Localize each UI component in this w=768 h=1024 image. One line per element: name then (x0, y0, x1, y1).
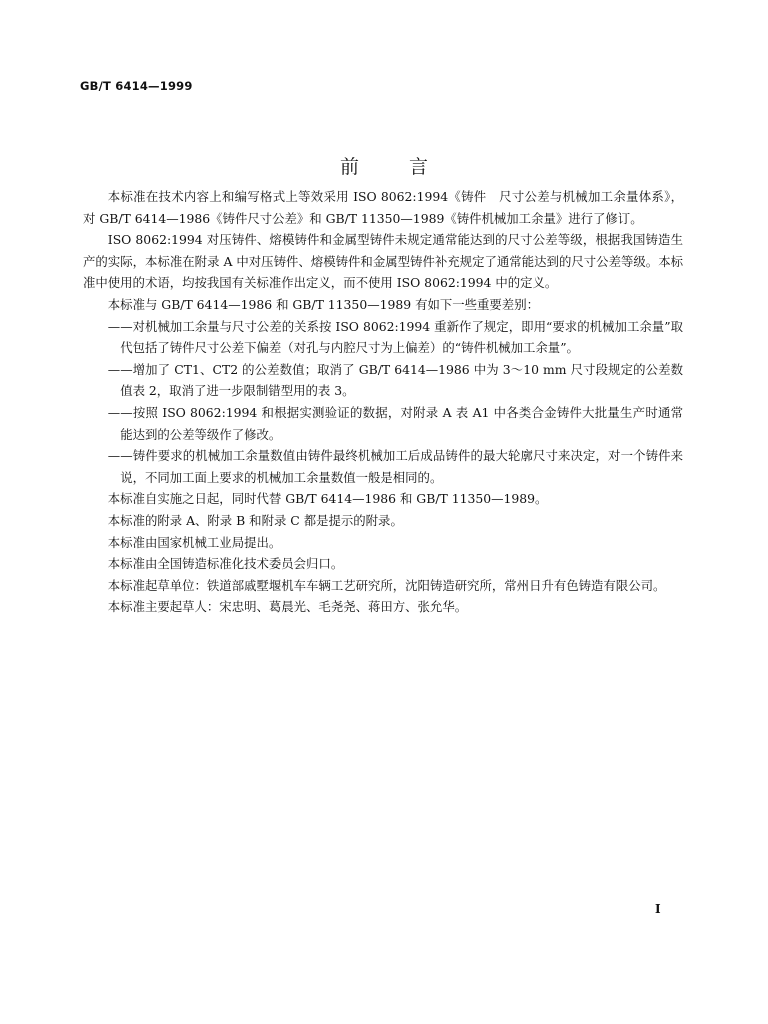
paragraph-committee: 本标准由全国铸造标准化技术委员会归口。 (107, 556, 344, 572)
paragraph-proposer: 本标准由国家机械工业局提出。 (107, 534, 282, 550)
paragraph-differences-intro: 本标准与 GB/T 6414—1986 和 GB/T 11350—1989 有如下一些重要差别： (107, 296, 539, 312)
document-body (83, 186, 683, 618)
difference-item: ——按照 ISO 8062:1994 和根据实测验证的数据，对附录 A 表 A1 中各类合金铸件大批量生产时通常能达到的公差等级作了修改。 (107, 404, 683, 442)
difference-item: ——铸件要求的机械加工余量数值由铸件最终机械加工后成品铸件的最大轮廓尺寸来决定，对一个铸件来说，不同加工面上要求的机械加工余量数值一般是相同的。 (107, 448, 683, 485)
paragraph-drafters: 本标准主要起草人：宋忠明、葛晨光、毛尧尧、蒋田方、张允华。 (107, 599, 468, 615)
paragraph-drafting-units: 本标准起草单位：铁道部戚墅堰机车车辆工艺研究所，沈阳铸造研究所，常州日升有色铸造有限公司。 (107, 577, 666, 593)
paragraph-adoption: 本标准在技术内容上和编写格式上等效采用 ISO 8062:1994《铸件 尺寸公差与机械加工余量体系》，对 GB/T 6414—1986《铸件尺寸公差》和 GB/T 11350—1989《铸件机械加工余量》进行了修订。 (83, 189, 683, 226)
difference-item: ——对机械加工余量与尺寸公差的关系按 ISO 8062:1994 重新作了规定，即用“要求的机械加工余量”取代包括了铸件尺寸公差下偏差（对孔与内腔尺寸为上偏差）的“铸件机械加工余量”。 (107, 318, 683, 356)
difference-item: ——增加了 CT1、CT2 的公差数值；取消了 GB/T 6414—1986 中为 3～10 mm 尺寸段规定的公差数值表 2，取消了进一步限制错型用的表 3。 (107, 361, 683, 399)
standard-code: GB/T 6414—1999 (80, 79, 193, 93)
paragraph-replacement: 本标准自实施之日起，同时代替 GB/T 6414—1986 和 GB/T 11350—1989。 (107, 491, 548, 507)
page-number: I (655, 902, 661, 916)
page-title: 前言 (339, 156, 478, 178)
paragraph-appendices: 本标准的附录 A、附录 B 和附录 C 都是提示的附录。 (107, 512, 403, 528)
paragraph-iso-scope: ISO 8062:1994 对压铸件、熔模铸件和金属型铸件未规定通常能达到的尺寸公差等级，根据我国铸造生产的实际，本标准在附录 A 中对压铸件、熔模铸件和金属型铸件补充规定了通常能达到的尺寸公差等级。本标准中使用的术语，均按我国有关标准作出定义，而不使用 ISO 8062:1994 中的定义。 (83, 232, 683, 291)
